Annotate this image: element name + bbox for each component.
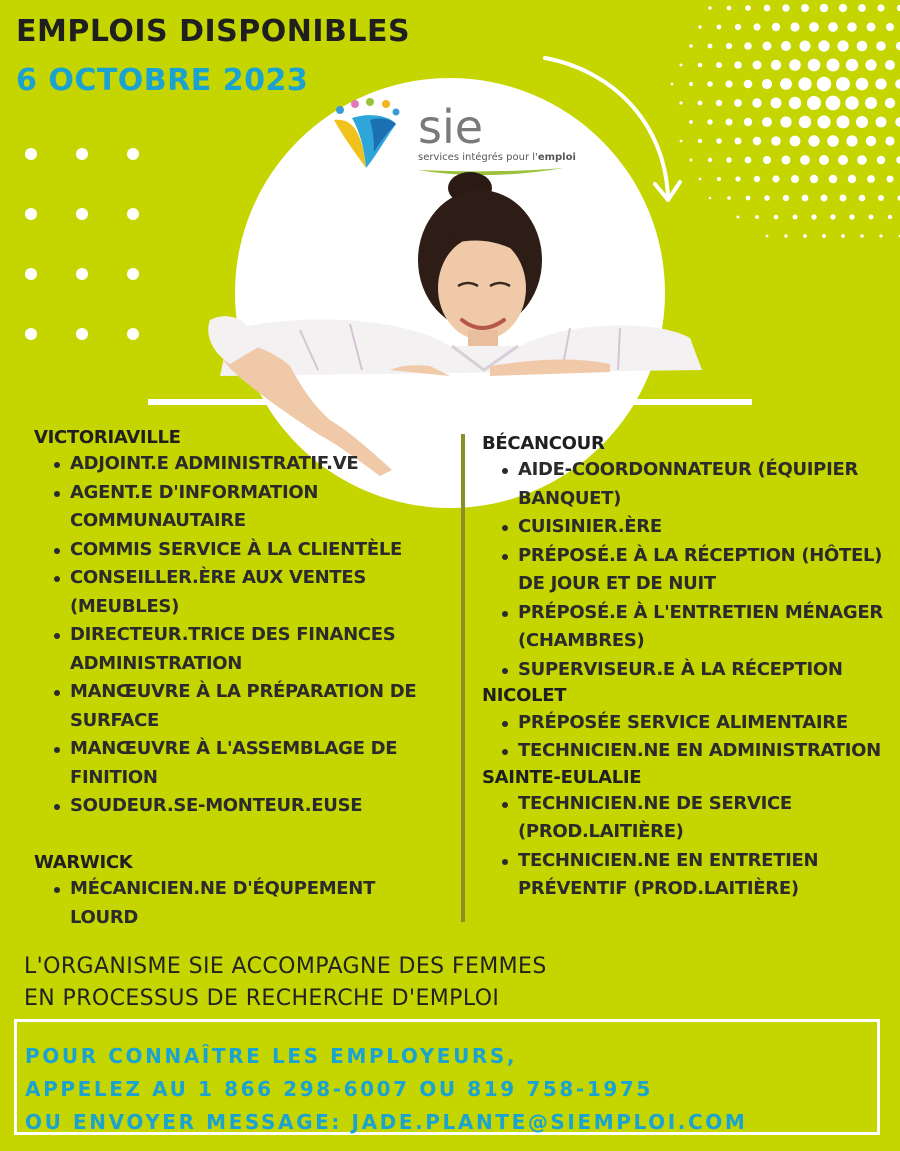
halftone-dot (762, 117, 772, 127)
halftone-dot (745, 157, 752, 164)
halftone-dot (744, 80, 753, 89)
halftone-dot (827, 59, 840, 72)
halftone-dot (764, 195, 770, 201)
halftone-dot (698, 139, 702, 143)
halftone-dot (727, 6, 732, 11)
halftone-dot (726, 43, 732, 49)
halftone-dot (887, 176, 894, 183)
halftone-dot (716, 100, 722, 106)
halftone-dot (875, 78, 886, 89)
halftone-dot (800, 155, 810, 165)
contact-line-2: APPELEZ AU 1 866 298-6007 OU 819 758-1975 (25, 1077, 653, 1101)
halftone-dot (798, 77, 811, 90)
halftone-dot (772, 23, 780, 31)
halftone-dot (820, 4, 828, 12)
halftone-dot (735, 176, 740, 181)
halftone-dot (708, 44, 713, 49)
sie-logo (330, 98, 590, 178)
halftone-dot (793, 215, 798, 220)
halftone-dot (754, 176, 760, 182)
job-item: CONSEILLER.ÈRE AUX VENTES (MEUBLES) (34, 564, 444, 621)
job-list (482, 709, 892, 766)
halftone-dot (801, 4, 809, 12)
halftone-dot (734, 61, 742, 69)
halftone-dot (817, 77, 831, 91)
sie-wordmark: sie (418, 100, 484, 154)
halftone-dot (707, 81, 713, 87)
halftone-dot (734, 99, 742, 107)
halftone-dot (726, 157, 732, 163)
halftone-dot (838, 155, 848, 165)
contact-text (17, 1040, 747, 1139)
halftone-dot (888, 215, 892, 219)
halftone-dot (896, 156, 900, 164)
decorative-dots-left (20, 140, 160, 350)
halftone-dot (810, 175, 818, 183)
halftone-dot (762, 79, 772, 89)
contact-line-3: OU ENVOYER MESSAGE: JADE.PLANTE@SIEMPLOI.COM (25, 1110, 748, 1134)
job-item: CUISINIER.ÈRE (482, 513, 892, 542)
halftone-dot (780, 116, 791, 127)
halftone-dot (781, 41, 791, 51)
halftone-dot (800, 41, 811, 52)
halftone-dot (885, 98, 895, 108)
halftone-dot (885, 136, 894, 145)
jobs-column-right (482, 432, 892, 904)
sie-tagline-bold: emploi (537, 152, 576, 163)
halftone-dot (746, 196, 751, 201)
halftone-dot (877, 156, 886, 165)
halftone-dot (771, 98, 782, 109)
halftone-dot (782, 4, 789, 11)
halftone-dot (895, 79, 900, 89)
mission-line-1: L'ORGANISME SIE ACCOMPAGNE DES FEMMES (24, 954, 547, 979)
halftone-dot (886, 23, 894, 31)
job-item: PRÉPOSÉE SERVICE ALIMENTAIRE (482, 709, 892, 738)
halftone-dot (753, 23, 760, 30)
halftone-dot (725, 80, 732, 87)
halftone-dot (808, 135, 819, 146)
halftone-dot (766, 235, 769, 238)
halftone-dot (828, 22, 838, 32)
job-list (34, 450, 444, 821)
halftone-dot (859, 195, 866, 202)
halftone-dot (846, 59, 858, 71)
sie-logo-mark (330, 98, 410, 174)
halftone-dot (841, 234, 845, 238)
job-item: SUPERVISEUR.E À LA RÉCEPTION (482, 656, 892, 685)
halftone-dot (840, 195, 847, 202)
halftone-dot (857, 155, 867, 165)
halftone-dot (789, 97, 801, 109)
halftone-dot (856, 78, 869, 91)
sie-tagline (418, 152, 576, 163)
job-item: TECHNICIEN.NE EN ENTRETIEN PRÉVENTIF (PROD.LAITIÈRE) (482, 847, 892, 904)
halftone-dot (811, 214, 816, 219)
halftone-dot (763, 156, 771, 164)
halftone-dot (848, 175, 856, 183)
halftone-dot (744, 118, 752, 126)
halftone-dot (780, 78, 792, 90)
halftone-dot (790, 22, 799, 31)
halftone-dot (837, 116, 850, 129)
halftone-dot (771, 60, 781, 70)
halftone-dot (707, 119, 712, 124)
halftone-dot (877, 4, 884, 11)
halftone-dot (847, 22, 857, 32)
region-nicolet (482, 684, 892, 765)
halftone-dot (867, 23, 876, 32)
mission-line-2: EN PROCESSUS DE RECHERCHE D'EMPLOI (24, 986, 500, 1011)
jobs-column-left (34, 426, 444, 932)
halftone-dot (789, 59, 801, 71)
halftone-dot (752, 98, 761, 107)
job-item: MANŒUVRE À L'ASSEMBLAGE DE FINITION (34, 735, 444, 792)
halftone-dot (876, 41, 886, 51)
job-item: PRÉPOSÉ.E À L'ENTRETIEN MÉNAGER (CHAMBRES) (482, 599, 892, 656)
job-list (34, 875, 444, 932)
halftone-dot (755, 215, 759, 219)
halftone-dot (876, 117, 887, 128)
job-list (482, 790, 892, 904)
halftone-dot (763, 42, 772, 51)
region-sainte-eulalie (482, 766, 892, 904)
job-item: PRÉPOSÉ.E À LA RÉCEPTION (HÔTEL) DE JOUR ET DE NUIT (482, 542, 892, 599)
halftone-dot (708, 158, 712, 162)
halftone-dot (818, 40, 829, 51)
halftone-dot (895, 117, 900, 126)
halftone-dot (885, 60, 895, 70)
job-list (482, 456, 892, 684)
halftone-dot (764, 5, 771, 12)
halftone-dot (830, 214, 835, 219)
halftone-dot (867, 175, 875, 183)
halftone-dot (753, 137, 761, 145)
page-title: EMPLOIS DISPONIBLES (16, 14, 411, 49)
halftone-dot (771, 136, 781, 146)
halftone-dot (727, 196, 731, 200)
halftone-dot (845, 96, 858, 109)
halftone-dot (799, 116, 811, 128)
halftone-dot (836, 77, 850, 91)
job-item: DIRECTEUR.TRICE DES FINANCES ADMINISTRATION (34, 621, 444, 678)
halftone-dot (857, 41, 868, 52)
halftone-dot (869, 215, 874, 220)
halftone-dot (860, 234, 864, 238)
halftone-dot (717, 25, 722, 30)
contact-box (14, 1019, 880, 1135)
halftone-dot (879, 234, 882, 237)
job-item: TECHNICIEN.NE DE SERVICE (PROD.LAITIÈRE) (482, 790, 892, 847)
halftone-dot (753, 61, 762, 70)
halftone-dot (735, 138, 742, 145)
halftone-dot (827, 135, 839, 147)
job-item: MANŒUVRE À LA PRÉPARATION DE SURFACE (34, 678, 444, 735)
halftone-dot (817, 115, 830, 128)
region-title: NICOLET (482, 685, 567, 707)
posting-date: 6 OCTOBRE 2023 (16, 63, 309, 98)
job-item: AGENT.E D'INFORMATION COMMUNAUTAIRE (34, 479, 444, 536)
job-item: TECHNICIEN.NE EN ADMINISTRATION (482, 737, 892, 766)
halftone-dot (698, 63, 703, 68)
halftone-dot (745, 5, 751, 11)
region-victoriaville (34, 426, 444, 821)
region-title: WARWICK (34, 851, 133, 873)
halftone-dot (782, 156, 791, 165)
region-becancour (482, 432, 892, 684)
halftone-dot (865, 59, 876, 70)
job-item: ADJOINT.E ADMINISTRATIF.VE (34, 450, 444, 479)
halftone-dot (821, 195, 828, 202)
halftone-dot (865, 97, 877, 109)
sie-tagline-prefix: services intégrés pour l' (418, 152, 538, 163)
halftone-dot (783, 195, 789, 201)
halftone-dot (791, 175, 799, 183)
halftone-dot (726, 119, 733, 126)
contact-line-1: POUR CONNAÎTRE LES EMPLOYEURS, (25, 1044, 518, 1068)
halftone-dot (735, 24, 741, 30)
region-title: BÉCANCOUR (482, 433, 605, 454)
halftone-dot (822, 234, 826, 238)
halftone-dot (866, 136, 876, 146)
halftone-dot (716, 62, 722, 68)
job-item: SOUDEUR.SE-MONTEUR.EUSE (34, 792, 444, 821)
job-item: MÉCANICIEN.NE D'ÉQUPEMENT LOURD (34, 875, 444, 932)
halftone-dot (858, 4, 866, 12)
halftone-dot (839, 4, 847, 12)
halftone-dot (716, 138, 722, 144)
region-title: VICTORIAVILLE (34, 427, 181, 448)
halftone-dot (790, 136, 801, 147)
halftone-dot (774, 215, 779, 220)
halftone-dot (803, 234, 807, 238)
halftone-dot (809, 22, 819, 32)
halftone-dot (708, 6, 711, 9)
halftone-dot (819, 155, 829, 165)
halftone-dot (737, 216, 740, 219)
region-warwick (34, 851, 444, 932)
mission-statement (24, 951, 884, 1015)
halftone-dot (837, 40, 848, 51)
job-item: COMMIS SERVICE À LA CLIENTÈLE (34, 536, 444, 565)
region-title: SAINTE-EULALIE (482, 766, 642, 788)
halftone-dot (807, 96, 821, 110)
halftone-dot (698, 25, 701, 28)
halftone-dot (896, 42, 900, 50)
column-divider (461, 434, 465, 922)
halftone-dot (878, 195, 884, 201)
halftone-dot (744, 42, 752, 50)
halftone-dot (784, 234, 787, 237)
halftone-dot (772, 175, 779, 182)
halftone-dot (808, 59, 821, 72)
halftone-dot (689, 44, 692, 47)
halftone-dot (698, 101, 703, 106)
job-item: AIDE-COORDONNATEUR (ÉQUIPIER BANQUET) (482, 456, 892, 513)
halftone-dot (849, 214, 854, 219)
halftone-dot (856, 116, 868, 128)
halftone-dot (829, 175, 838, 184)
halftone-dot (717, 177, 721, 181)
halftone-dot (802, 195, 809, 202)
halftone-dot (846, 135, 857, 146)
halftone-dot (826, 96, 841, 111)
